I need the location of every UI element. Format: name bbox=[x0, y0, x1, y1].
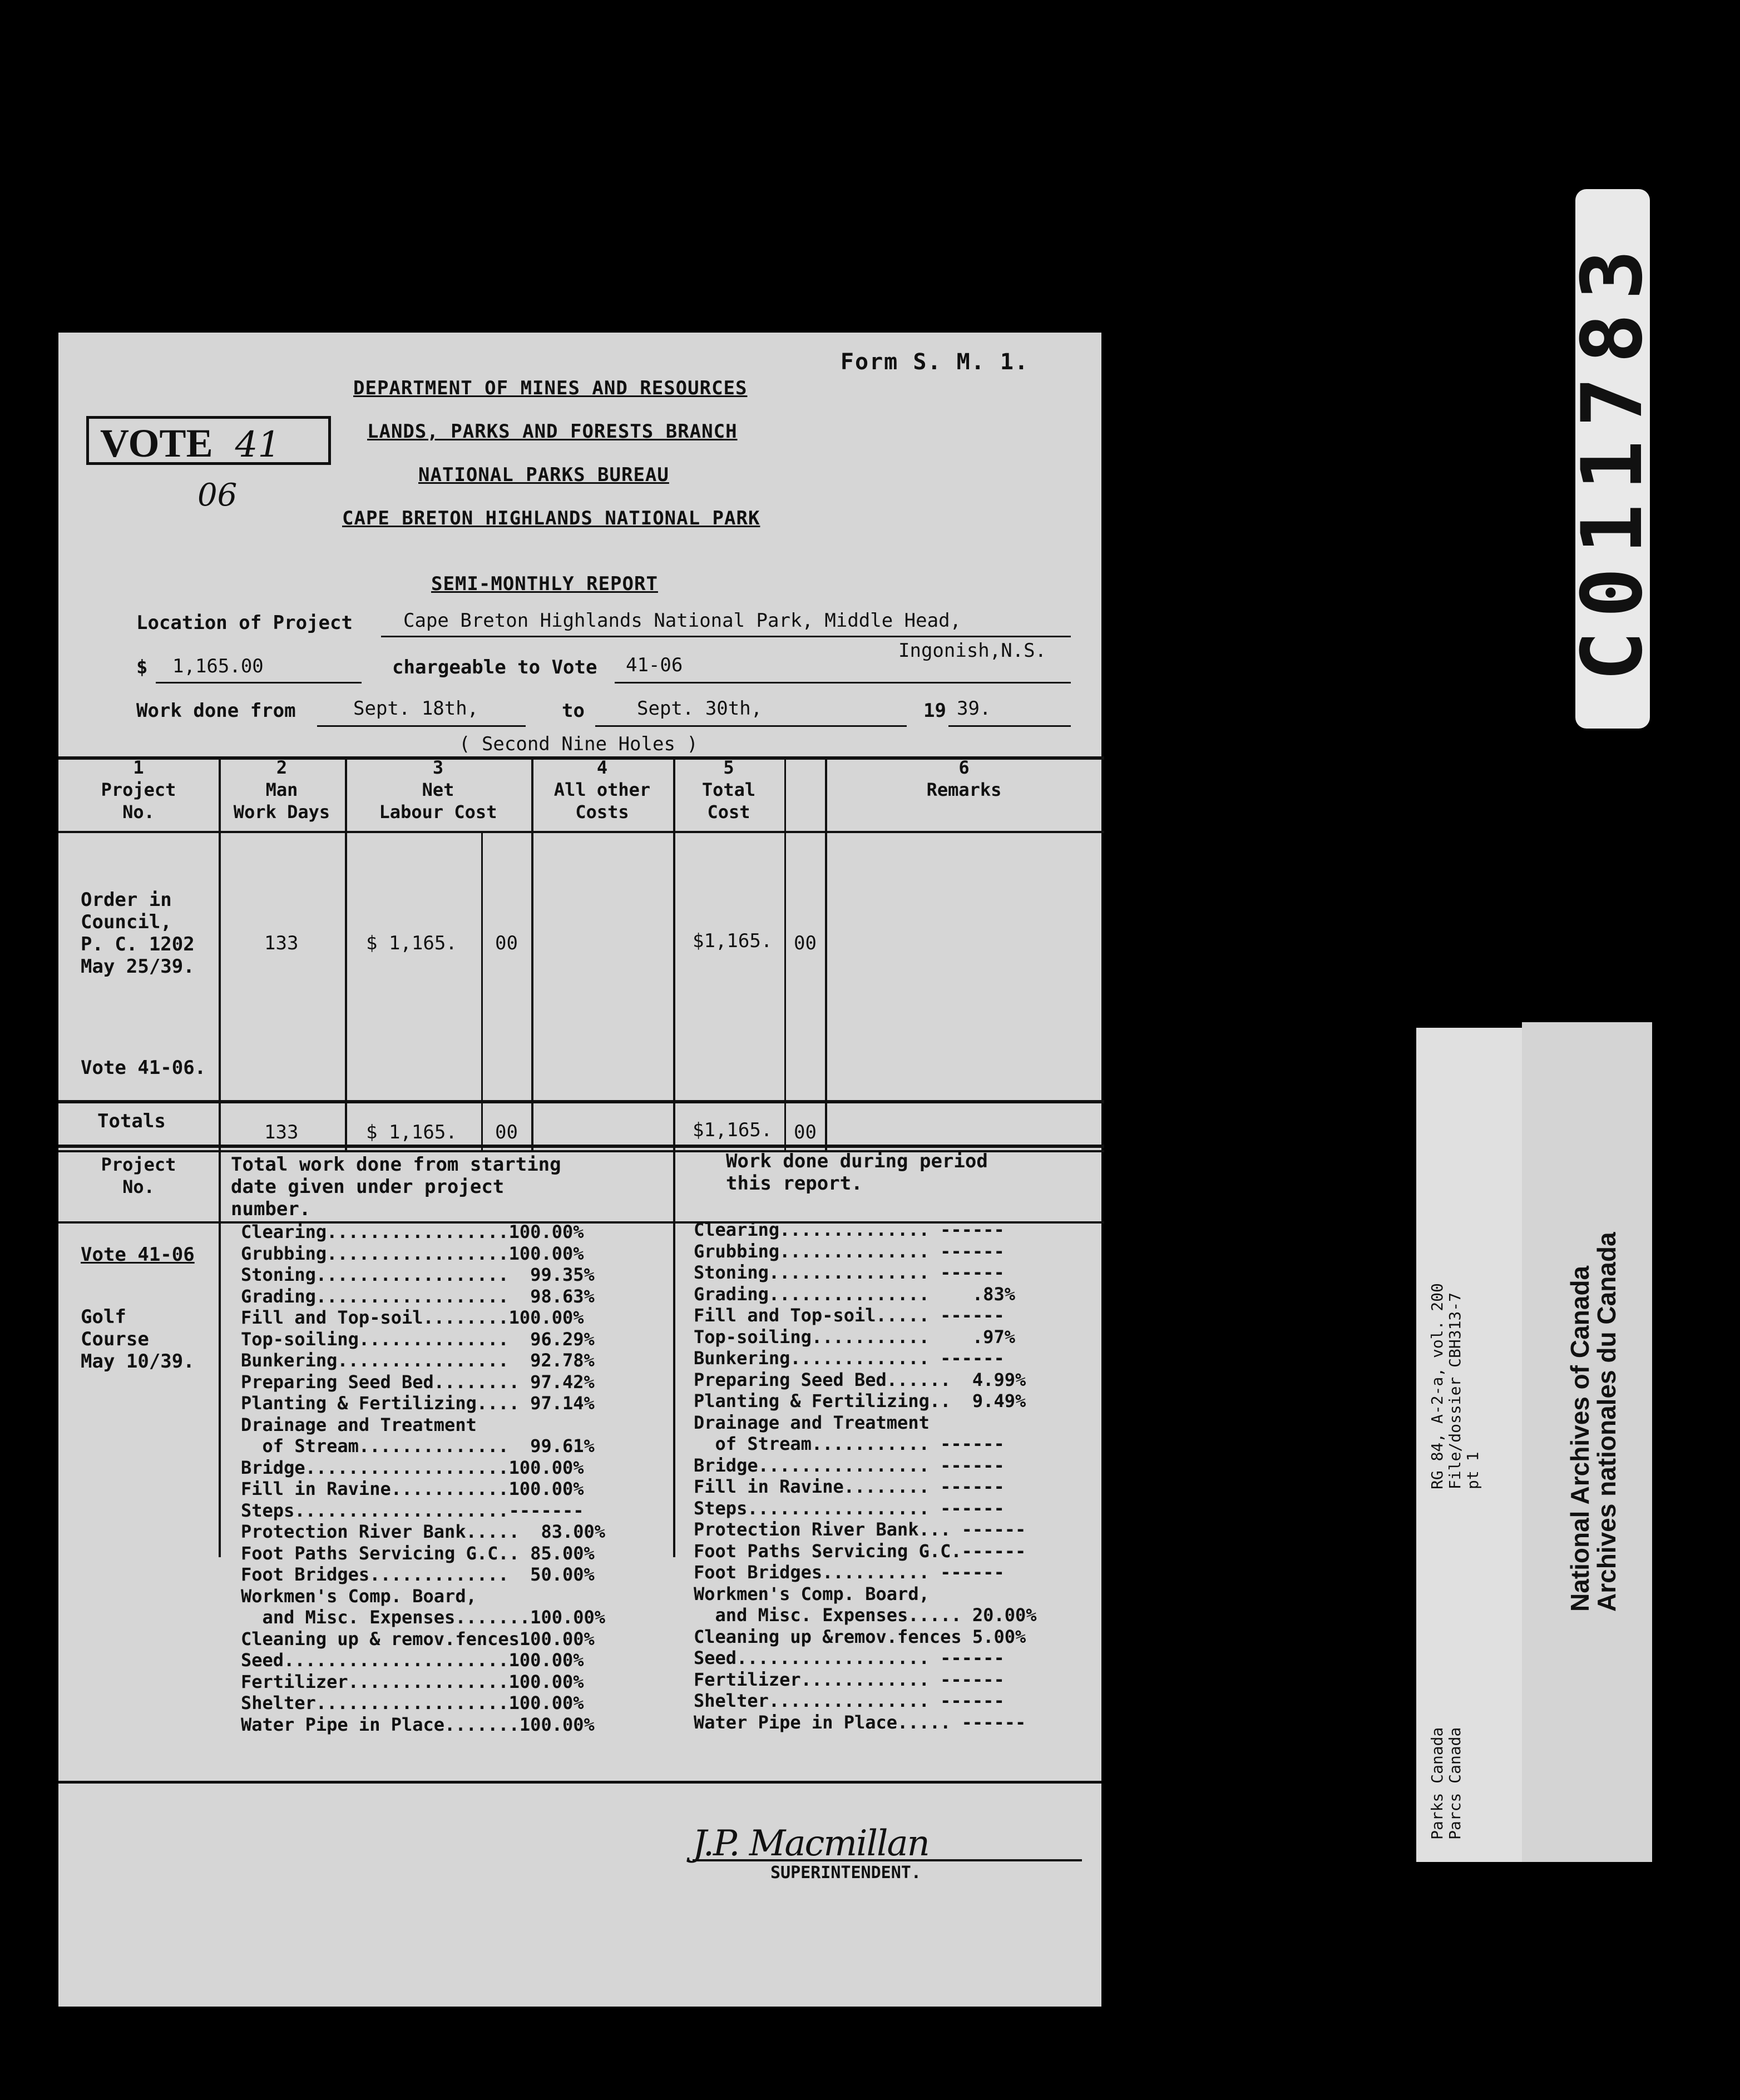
period-work-list bbox=[694, 1219, 1037, 1733]
total-work-item: Fill in Ravine...........100.00% bbox=[241, 1478, 584, 1499]
progress-total-header: Total work done from starting date given under project number. bbox=[231, 1153, 561, 1220]
period-work-item: Clearing.............. ------ bbox=[694, 1219, 1005, 1240]
chargeable-vote: 41-06 bbox=[626, 654, 683, 676]
total-work-item: Foot Paths Servicing G.C.. 85.00% bbox=[241, 1542, 595, 1564]
total-work-item: Grading.................. 98.63% bbox=[241, 1285, 595, 1307]
totals-labour-cents: 00 bbox=[495, 1121, 518, 1143]
labour-cost-cents: 00 bbox=[495, 932, 518, 954]
period-work-item: Fertilizer............ ------ bbox=[694, 1668, 1005, 1690]
period-work-item: Cleaning up &remov.fences 5.00% bbox=[694, 1626, 1026, 1647]
report-form-sheet bbox=[58, 333, 1101, 2007]
progress-project-header: Project No. bbox=[101, 1154, 176, 1197]
archive-reference-text: RG 84, A-2-a, vol. 200 File/dossier CBH313-7 pt 1 bbox=[1428, 1283, 1482, 1489]
col-rule-5-cents bbox=[784, 756, 786, 1150]
table-header-rule bbox=[58, 831, 1104, 833]
total-work-item: Workmen's Comp. Board, bbox=[241, 1585, 477, 1607]
work-to-value: Sept. 30th, bbox=[637, 697, 763, 720]
vote-sub-handwritten: 06 bbox=[197, 477, 238, 513]
total-work-item: Drainage and Treatment bbox=[241, 1414, 477, 1435]
chargeable-label: chargeable to Vote bbox=[392, 656, 597, 678]
total-work-list bbox=[241, 1221, 605, 1735]
superintendent-signature: J.P. Macmillan bbox=[693, 1823, 929, 1864]
vote-box bbox=[86, 416, 331, 465]
bureau-heading: NATIONAL PARKS BUREAU bbox=[418, 464, 669, 486]
vote-label: VOTE bbox=[100, 421, 213, 465]
amount-underline bbox=[156, 682, 362, 684]
amount-value: 1,165.00 bbox=[172, 655, 264, 677]
superintendent-title: SUPERINTENDENT. bbox=[770, 1863, 921, 1883]
branch-heading: LANDS, PARKS AND FORESTS BRANCH bbox=[367, 420, 738, 443]
location-value: Cape Breton Highlands National Park, Middle Head, bbox=[403, 610, 962, 632]
period-work-item: Drainage and Treatment bbox=[694, 1411, 930, 1433]
national-archives-label bbox=[1522, 1022, 1652, 1862]
col-rule-3-cents bbox=[481, 831, 483, 1150]
col-header-other-costs: 4 All other Costs bbox=[553, 757, 651, 823]
man-days-value: 133 bbox=[264, 932, 299, 954]
period-work-item: Water Pipe in Place..... ------ bbox=[694, 1711, 1026, 1733]
project-order-in-council: Order in Council, P. C. 1202 May 25/39. bbox=[81, 889, 195, 978]
dollar-sign: $ bbox=[136, 656, 148, 678]
location-label: Location of Project bbox=[136, 612, 353, 634]
totals-top-rule bbox=[58, 1100, 1104, 1103]
department-heading: DEPARTMENT OF MINES AND RESOURCES bbox=[353, 377, 748, 399]
period-work-item: Shelter............... ------ bbox=[694, 1690, 1005, 1711]
total-work-item: Clearing.................100.00% bbox=[241, 1221, 584, 1242]
total-cost-dollars: $1,165. bbox=[693, 930, 773, 952]
period-work-item: Bunkering............. ------ bbox=[694, 1348, 1005, 1369]
progress-period-header: Work done during period this report. bbox=[726, 1150, 988, 1195]
total-work-item: Grubbing.................100.00% bbox=[241, 1242, 584, 1264]
total-work-item: of Stream.............. 99.61% bbox=[241, 1435, 595, 1457]
period-work-item: Seed.................. ------ bbox=[694, 1647, 1005, 1668]
total-work-item: Top-soiling.............. 96.29% bbox=[241, 1328, 595, 1350]
period-work-item: Workmen's Comp. Board, bbox=[694, 1583, 930, 1604]
vote-handwritten-number: 41 bbox=[235, 424, 281, 465]
col-rule-4 bbox=[673, 756, 675, 1557]
progress-bottom-rule bbox=[58, 1781, 1101, 1784]
period-work-item: Stoning............... ------ bbox=[694, 1262, 1005, 1283]
totals-labour-dollars: $ 1,165. bbox=[366, 1121, 457, 1143]
totals-bottom-rule bbox=[58, 1145, 1104, 1148]
period-work-item: Bridge................ ------ bbox=[694, 1454, 1005, 1476]
period-work-item: Foot Bridges.......... ------ bbox=[694, 1562, 1005, 1583]
total-work-item: Fill and Top-soil........100.00% bbox=[241, 1307, 584, 1328]
location-underline bbox=[381, 636, 1071, 637]
year-prefix: 19 bbox=[923, 700, 946, 722]
period-work-item: and Misc. Expenses..... 20.00% bbox=[694, 1604, 1037, 1626]
project-vote: Vote 41-06. bbox=[81, 1057, 206, 1079]
total-cost-cents: 00 bbox=[794, 932, 817, 954]
col-header-total-cost: 5 Total Cost bbox=[701, 757, 756, 823]
location-value-line2: Ingonish,N.S. bbox=[898, 640, 1047, 662]
col-header-project: 1 Project No. bbox=[101, 757, 176, 823]
total-work-item: Foot Bridges............. 50.00% bbox=[241, 1564, 595, 1585]
total-work-item: Protection River Bank..... 83.00% bbox=[241, 1521, 606, 1542]
parks-canada-text: Parks Canada Parcs Canada bbox=[1428, 1727, 1464, 1840]
report-title: SEMI-MONTHLY REPORT bbox=[431, 573, 658, 595]
form-number: Form S. M. 1. bbox=[840, 349, 1029, 375]
period-work-item: Protection River Bank... ------ bbox=[694, 1519, 1026, 1540]
to-label: to bbox=[562, 700, 585, 722]
total-work-item: Cleaning up & remov.fences100.00% bbox=[241, 1628, 595, 1650]
period-work-item: Fill and Top-soil..... ------ bbox=[694, 1305, 1005, 1326]
work-to-underline bbox=[595, 725, 907, 727]
period-work-item: Top-soiling........... .97% bbox=[694, 1326, 1015, 1348]
work-from-underline bbox=[317, 725, 526, 727]
col-header-remarks: 6 Remarks bbox=[926, 757, 1002, 800]
vote-underline bbox=[615, 682, 1071, 684]
total-work-item: Preparing Seed Bed........ 97.42% bbox=[241, 1371, 595, 1393]
total-work-item: Stoning.................. 99.35% bbox=[241, 1264, 595, 1285]
total-work-item: Fertilizer...............100.00% bbox=[241, 1671, 584, 1692]
col-rule-1 bbox=[219, 756, 221, 1557]
total-work-item: and Misc. Expenses.......100.00% bbox=[241, 1607, 606, 1628]
period-work-item: Grading............... .83% bbox=[694, 1283, 1015, 1305]
labour-cost-dollars: $ 1,165. bbox=[366, 932, 457, 954]
archive-reference-label bbox=[1416, 1028, 1522, 1862]
report-subtitle: ( Second Nine Holes ) bbox=[459, 733, 698, 755]
col-header-labour-cost: 3 Net Labour Cost bbox=[379, 757, 497, 823]
period-work-item: Preparing Seed Bed...... 4.99% bbox=[694, 1369, 1026, 1390]
totals-total-dollars: $1,165. bbox=[693, 1119, 773, 1141]
progress-project-vote: Vote 41-06 bbox=[81, 1244, 195, 1266]
period-work-item: Fill in Ravine........ ------ bbox=[694, 1476, 1005, 1497]
work-from-value: Sept. 18th, bbox=[353, 697, 479, 720]
progress-project-golf-course: Golf Course May 10/39. bbox=[81, 1306, 195, 1373]
national-archives-text: National Archives of Canada Archives nationales du Canada bbox=[1565, 1232, 1621, 1612]
total-work-item: Bridge...................100.00% bbox=[241, 1457, 584, 1478]
year-suffix: 39. bbox=[957, 697, 991, 720]
archive-stamp-number: C011783 bbox=[1575, 189, 1650, 729]
period-work-item: of Stream........... ------ bbox=[694, 1433, 1005, 1454]
year-underline bbox=[948, 725, 1071, 727]
period-work-item: Steps................. ------ bbox=[694, 1497, 1005, 1519]
period-work-item: Foot Paths Servicing G.C.------ bbox=[694, 1540, 1026, 1562]
col-header-man-days: 2 Man Work Days bbox=[233, 757, 330, 823]
total-work-item: Seed.....................100.00% bbox=[241, 1650, 584, 1671]
totals-man-days: 133 bbox=[264, 1121, 299, 1143]
period-work-item: Grubbing.............. ------ bbox=[694, 1240, 1005, 1262]
park-heading: CAPE BRETON HIGHLANDS NATIONAL PARK bbox=[342, 507, 760, 529]
work-from-label: Work done from bbox=[136, 700, 296, 722]
totals-total-cents: 00 bbox=[794, 1121, 817, 1143]
total-work-item: Bunkering................ 92.78% bbox=[241, 1350, 595, 1371]
total-work-item: Planting & Fertilizing.... 97.14% bbox=[241, 1393, 595, 1414]
total-work-item: Steps....................------- bbox=[241, 1499, 584, 1521]
period-work-item: Planting & Fertilizing.. 9.49% bbox=[694, 1390, 1026, 1411]
total-work-item: Shelter..................100.00% bbox=[241, 1692, 584, 1713]
col-rule-5 bbox=[825, 756, 827, 1150]
signature-line bbox=[693, 1859, 1082, 1861]
total-work-item: Water Pipe in Place.......100.00% bbox=[241, 1713, 595, 1735]
totals-label: Totals bbox=[97, 1110, 166, 1132]
